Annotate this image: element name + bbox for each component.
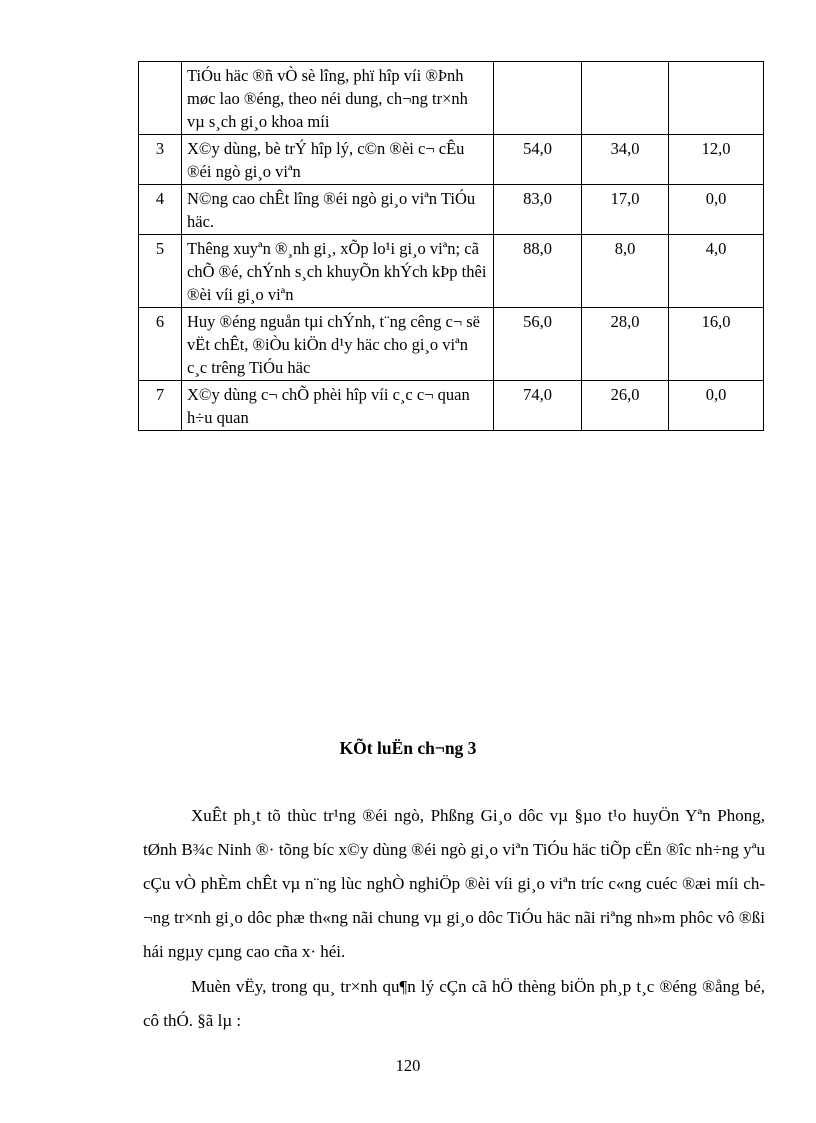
measure-description-cell: Thêng xuyªn ®¸nh gi¸, xÕp lo¹i gi¸o viªn; cã chÕ ®é, chÝnh s¸ch khuyÕn khÝch kÞp thêi ®èi víi gi¸o viªn <box>182 235 494 308</box>
table-row <box>139 62 764 135</box>
measure-description-cell: N©ng cao chÊt lîng ®éi ngò gi¸o viªn TiÓu häc. <box>182 185 494 235</box>
row-number-cell: 4 <box>139 185 182 235</box>
value-cell-1: 74,0 <box>494 381 582 431</box>
value-cell-2: 26,0 <box>582 381 669 431</box>
chapter-conclusion-heading: KÕt luËn ch¬ng 3 <box>339 738 477 758</box>
value-cell-3: 0,0 <box>669 185 764 235</box>
measure-description-cell: Huy ®éng nguån tµi chÝnh, t¨ng cêng c¬ së vËt chÊt, ®iÒu kiÖn d¹y häc cho gi¸o viªn c¸c trêng TiÓu häc <box>182 308 494 381</box>
value-cell-1: 56,0 <box>494 308 582 381</box>
value-cell-3: 4,0 <box>669 235 764 308</box>
page-number: 120 <box>395 1056 421 1075</box>
value-cell-3: 0,0 <box>669 381 764 431</box>
value-cell-1: 83,0 <box>494 185 582 235</box>
value-cell-2: 17,0 <box>582 185 669 235</box>
table-row <box>139 135 764 185</box>
value-cell-2: 8,0 <box>582 235 669 308</box>
row-number-cell: 5 <box>139 235 182 308</box>
value-cell-3 <box>669 62 764 135</box>
measure-description-cell: X©y dùng, bè trÝ hîp lý, c©n ®èi c¬ cÊu ®éi ngò gi¸o viªn <box>182 135 494 185</box>
table-row <box>139 185 764 235</box>
table-row <box>139 235 764 308</box>
row-number-cell: 3 <box>139 135 182 185</box>
value-cell-3: 16,0 <box>669 308 764 381</box>
table-row <box>139 308 764 381</box>
table-row <box>139 381 764 431</box>
value-cell-1 <box>494 62 582 135</box>
value-cell-2 <box>582 62 669 135</box>
value-cell-2: 34,0 <box>582 135 669 185</box>
row-number-cell: 7 <box>139 381 182 431</box>
value-cell-2: 28,0 <box>582 308 669 381</box>
value-cell-1: 88,0 <box>494 235 582 308</box>
row-number-cell <box>139 62 182 135</box>
survey-results-table <box>138 61 764 431</box>
value-cell-1: 54,0 <box>494 135 582 185</box>
body-paragraph: XuÊt ph¸t tõ thùc tr¹ng ®éi ngò, Phßng Gi¸o dôc vµ §µo t¹o huyÖn Yªn Phong, tØnh B¾c Ninh ®· tõng bíc x©y dùng ®éi ngò gi¸o viªn TiÓu häc tiÕp cËn ®îc nh÷ng yªu cÇu vÒ phÈm chÊt vµ n¨ng lùc nghÒ nghiÖp ®èi víi gi¸o viªn tríc c«ng cuéc ®æi míi ch¬ng tr×nh gi¸o dôc phæ th«ng nãi chung vµ gi¸o dôc TiÓu häc nãi riªng nh»m phôc vô ®ßi hái ngµy cµng cao cña x· héi. <box>143 806 765 961</box>
body-paragraph: Muèn vËy, trong qu¸ tr×nh qu¶n lý cÇn cã hÖ thèng biÖn ph¸p t¸c ®éng ®ång bé, cô thÓ. §ã lµ : <box>143 977 765 1030</box>
measure-description-cell: TiÓu häc ®ñ vÒ sè lîng, phï hîp víi ®Þnh møc lao ®éng, theo néi dung, ch¬ng tr×nh vµ s¸ch gi¸o khoa míi <box>182 62 494 135</box>
value-cell-3: 12,0 <box>669 135 764 185</box>
row-number-cell: 6 <box>139 308 182 381</box>
measure-description-cell: X©y dùng c¬ chÕ phèi hîp víi c¸c c¬ quan h÷u quan <box>182 381 494 431</box>
